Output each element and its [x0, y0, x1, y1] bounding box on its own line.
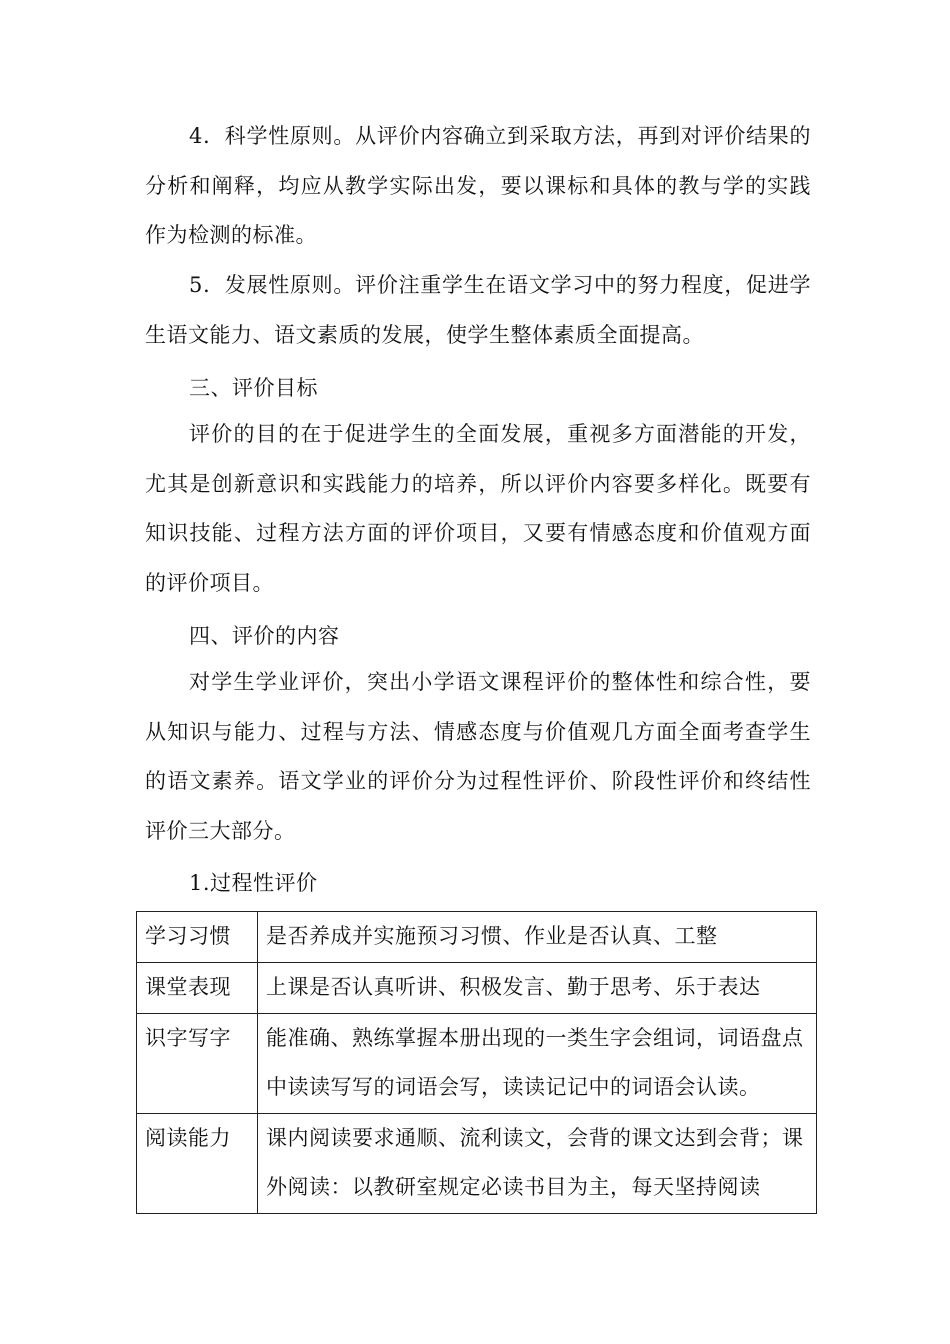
- process-evaluation-table: [136, 911, 817, 1214]
- table-cell-content: 能准确、熟练掌握本册出现的一类生字会组词，词语盘点中读读写写的词语会写，读读记记中的词语会认读。: [258, 1014, 817, 1114]
- table-row: [137, 912, 817, 963]
- paragraph-development-principle: 5．发展性原则。评价注重学生在语文学习中的努力程度，促进学生语文能力、语文素质的发展，使学生整体素质全面提高。: [145, 273, 811, 347]
- table-row: [137, 1014, 817, 1114]
- table-cell-label: 学习习惯: [137, 912, 258, 963]
- heading-evaluation-goals: 三、评价目标: [189, 376, 318, 400]
- heading-evaluation-content: 四、评价的内容: [189, 624, 340, 648]
- paragraph-scientific-principle: 4．科学性原则。从评价内容确立到采取方法，再到对评价结果的分析和阐释，均应从教学实际出发，要以课标和具体的教与学的实践作为检测的标准。: [145, 124, 811, 247]
- paragraph-evaluation-goals: 评价的目的在于促进学生的全面发展，重视多方面潜能的开发，尤其是创新意识和实践能力的培养，所以评价内容要多样化。既要有知识技能、过程方法方面的评价项目，又要有情感态度和价值观方面的评价项目。: [145, 422, 811, 595]
- table-cell-label: 识字写字: [137, 1014, 258, 1114]
- heading-process-evaluation: 1.过程性评价: [189, 871, 318, 895]
- table-cell-content: 是否养成并实施预习习惯、作业是否认真、工整: [258, 912, 817, 963]
- table-cell-content: 课内阅读要求通顺、流利读文，会背的课文达到会背；课外阅读：以教研室规定必读书目为主，每天坚持阅读: [258, 1114, 817, 1214]
- table-cell-content: 上课是否认真听讲、积极发言、勤于思考、乐于表达: [258, 963, 817, 1014]
- table-row: [137, 963, 817, 1014]
- table-cell-label: 阅读能力: [137, 1114, 258, 1214]
- paragraph-evaluation-content: 对学生学业评价，突出小学语文课程评价的整体性和综合性，要从知识与能力、过程与方法、情感态度与价值观几方面全面考查学生的语文素养。语文学业的评价分为过程性评价、阶段性评价和终结性评价三大部分。: [145, 670, 811, 843]
- table-row: [137, 1114, 817, 1214]
- table-cell-label: 课堂表现: [137, 963, 258, 1014]
